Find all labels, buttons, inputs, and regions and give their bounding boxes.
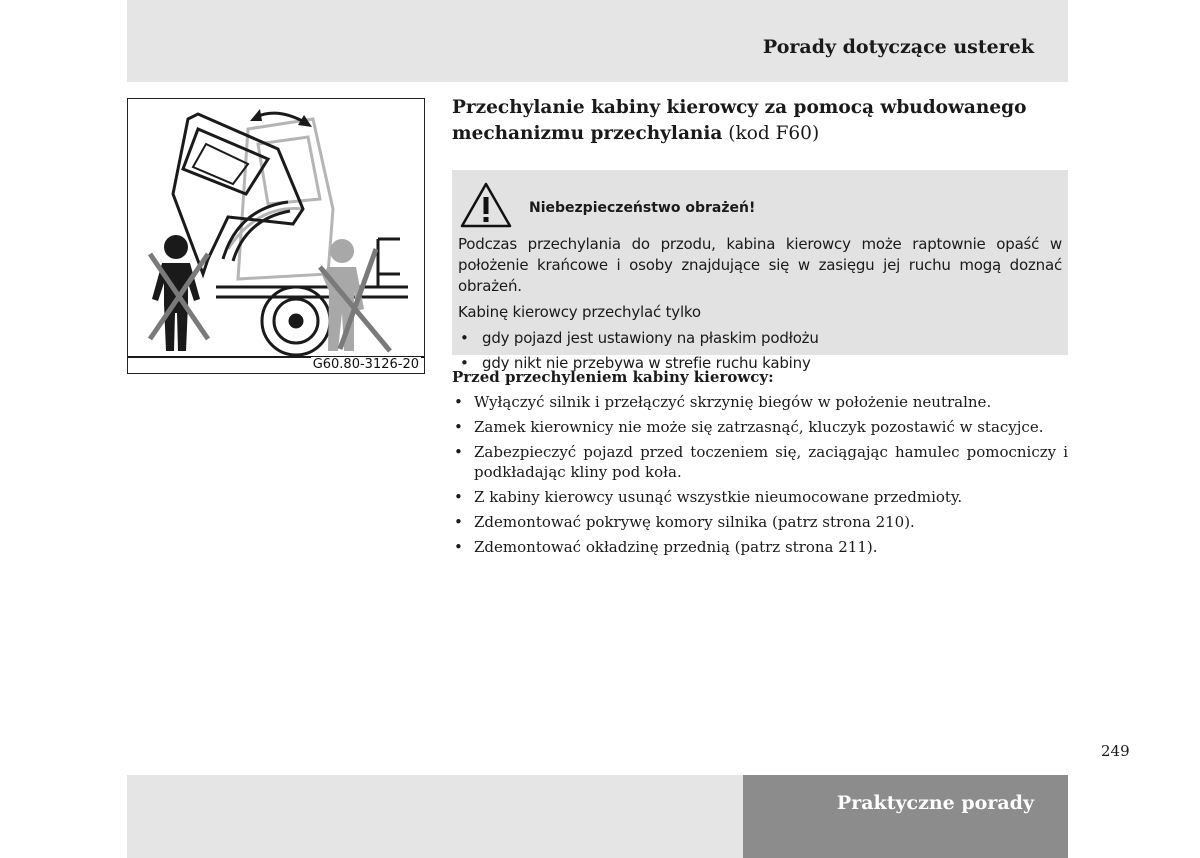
steps-title: Przed przechyleniem kabiny kierowcy: [452,368,774,386]
step-item: • Zabezpieczyć pojazd przed toczeniem się, zaciągając hamulec pomocniczy i podkładając kliny pod koła. [452,442,1068,482]
section-header [452,95,1068,147]
section-title-code: (kod F60) [722,123,820,144]
page-number: 249 [1101,742,1130,760]
step-item: • Z kabiny kierowcy usunąć wszystkie nieumocowane przedmioty. [452,487,1068,507]
page-header-title: Porady dotyczące usterek [762,36,1034,58]
step-item: • Zdemontować okładzinę przednią (patrz strona 211). [452,537,1068,557]
warning-paragraph: Podczas przechylania do przodu, kabina kierowcy może raptownie opaść w położenie krańcowe i osoby znajdujące się w zasięgu jej ruchu mogą doznać obrażeń. [458,235,1062,295]
preparation-steps [452,367,1068,562]
header-band [127,0,1068,82]
warning-box [452,170,1068,372]
figure-code: G60.80-3126-20 [312,357,419,372]
steps-list [452,392,1068,557]
footer-chapter-tab [743,775,1068,858]
step-item: • Zamek kierownicy nie może się zatrzasnąć, kluczyk pozostawić w stacyjce. [452,417,1068,437]
section-title-bold: Przechylanie kabiny kierowcy za pomocą wbudowanego mechanizmu przechylania [452,97,1027,144]
chapter-title: Praktyczne porady [836,792,1034,814]
warning-title: Niebezpieczeństwo obrażeń! [529,200,756,216]
warning-list-item: • gdy nikt nie przebywa w strefie ruchu kabiny [458,353,1062,374]
warning-list-item: • gdy pojazd jest ustawiony na płaskim podłożu [458,328,1062,349]
step-item: • Wyłączyć silnik i przełączyć skrzynię biegów w położenie neutralne. [452,392,1068,412]
warning-text [458,234,1062,378]
cab-tilt-illustration [127,98,425,374]
step-item: • Zdemontować pokrywę komory silnika (patrz strona 210). [452,512,1068,532]
footer-band [127,775,743,858]
section-title [452,95,1068,147]
illustration-drawing [128,99,424,373]
warning-triangle-icon [459,181,513,233]
warning-intro: Kabinę kierowcy przechylać tylko [458,303,701,321]
